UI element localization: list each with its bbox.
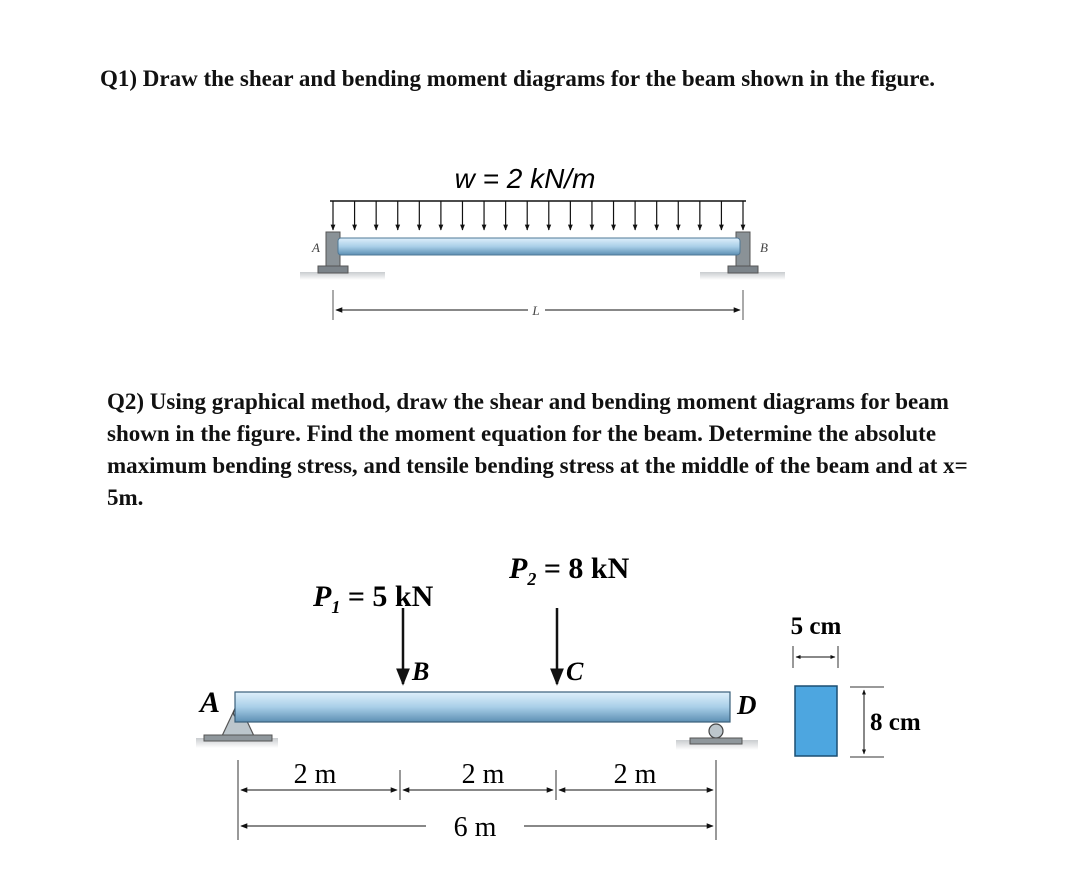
point-d-label: D — [737, 690, 757, 720]
roller-support-icon — [690, 724, 742, 744]
q1-figure — [300, 163, 785, 320]
q2-figure — [196, 552, 934, 843]
p1-label: $P_1 = 5$ kN — [313, 580, 434, 617]
point-c-label: C — [566, 657, 584, 686]
distributed-load-label: w = 2 kN/m — [454, 163, 596, 194]
point-a-label: A — [200, 686, 221, 719]
segment-2-label: 2 m — [461, 759, 505, 790]
section-height-label: 8 cm — [870, 709, 921, 736]
beam-1 — [338, 238, 740, 255]
section-width-label: 5 cm — [790, 613, 842, 640]
point-b-label: B — [412, 657, 430, 686]
p2-label: $P_2 = 8$ kN — [509, 552, 630, 589]
support-b-label: B — [760, 240, 768, 255]
question-2-text: Q2) Using graphical method, draw the shear and bending moment diagrams for beam shown in the figure. Find the moment equation for the beam. Determine the absolute maximum bending stress, and tensile bending stress at the middle of the beam and at x= 5m. — [107, 389, 968, 510]
distributed-load-arrows — [333, 201, 743, 230]
span-label: L — [532, 303, 540, 318]
segment-1-label: 2 m — [293, 759, 337, 790]
support-a-label: A — [312, 240, 320, 255]
cross-section-rect — [795, 686, 837, 756]
total-length-label: 6 m — [453, 812, 497, 843]
beam-2 — [235, 692, 730, 722]
segment-3-label: 2 m — [613, 759, 657, 790]
question-1-text: Q1) Draw the shear and bending moment diagrams for the beam shown in the figure. — [100, 66, 936, 91]
